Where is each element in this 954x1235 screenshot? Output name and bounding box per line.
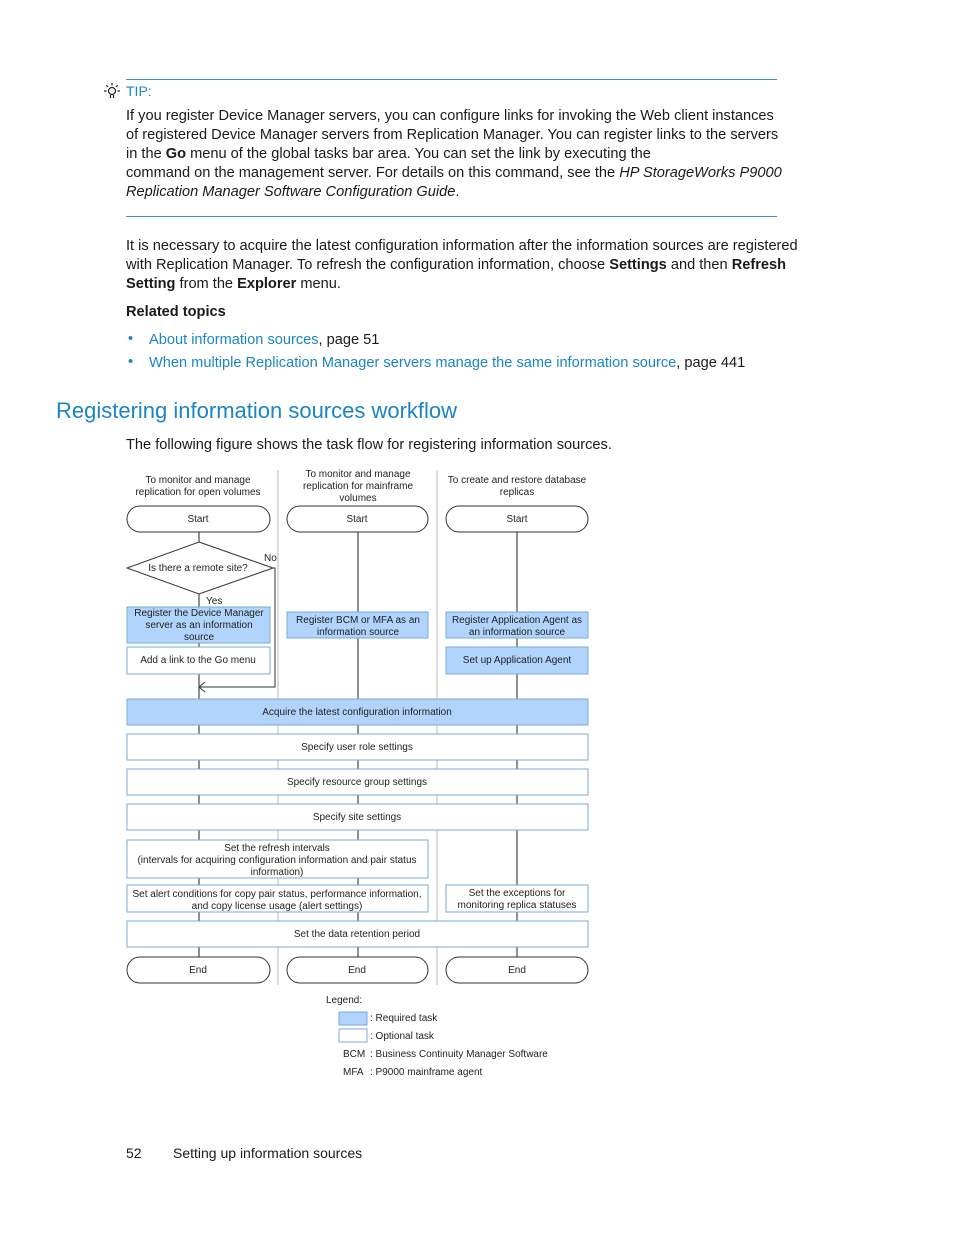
tip-label: TIP:: [126, 83, 152, 99]
user-role-settings: [127, 734, 588, 760]
end-terminal-1: [127, 957, 270, 983]
register-device-manager: [127, 607, 270, 643]
svg-text:and copy license usage (alert: and copy license usage (alert settings): [191, 901, 363, 912]
resource-group-settings: [127, 769, 588, 795]
figure-caption: The following figure shows the task flow for registering information sources.: [126, 437, 612, 453]
svg-text:: Required task: : Required task: [370, 1013, 438, 1024]
svg-text:Start: Start: [506, 514, 528, 525]
related-topics-heading: Related topics: [126, 304, 226, 320]
related-item-2: When multiple Replication Manager servers manage the same information source, page 441: [149, 355, 746, 371]
footer-title: Setting up information sources: [173, 1145, 363, 1161]
svg-text:information source: information source: [316, 627, 400, 638]
register-bcm-mfa: [287, 612, 428, 638]
refresh-intervals: [127, 840, 428, 878]
svg-text:Register the Device Manager: Register the Device Manager: [134, 608, 264, 619]
svg-text:Acquire the latest configurati: Acquire the latest configuration information: [262, 707, 452, 718]
alert-settings: [127, 885, 428, 912]
svg-text:information): information): [250, 867, 304, 878]
svg-text:Set alert conditions for copy: Set alert conditions for copy pair status, performance information,: [132, 889, 422, 900]
svg-text:End: End: [348, 965, 366, 976]
end-terminal-3: [446, 957, 588, 983]
svg-text:Set the exceptions for: Set the exceptions for: [468, 888, 566, 899]
svg-text:Start: Start: [187, 514, 209, 525]
related-item-1: About information sources, page 51: [149, 332, 380, 348]
setup-application-agent: [446, 647, 588, 674]
end-terminal-2: [287, 957, 428, 983]
svg-text:volumes: volumes: [339, 493, 377, 504]
svg-text:an information source: an information source: [468, 627, 566, 638]
svg-text:To create and restore database: To create and restore database: [447, 475, 587, 486]
start-terminal-1: [127, 506, 270, 532]
col1-header: To monitor and manage: [145, 475, 251, 486]
svg-text:End: End: [189, 965, 207, 976]
svg-text:: Business Continuity Manager: : Business Continuity Manager Software: [370, 1049, 548, 1060]
start-terminal-2: [287, 506, 428, 532]
link-multiple-servers[interactable]: When multiple Replication Manager servers manage the same information source: [149, 355, 677, 371]
start-terminal-3: [446, 506, 588, 532]
bullet-2: •: [128, 354, 134, 370]
tip-text: If you register Device Manager servers, you can configure links for invoking the Web client instances of registered Device Manager servers from Replication Manager. You can register links to the servers in the Go menu of the global tasks bar area. You can set the link by executing the command on the management server. For details on this command, see the HP StorageWorks P9000 Replication Manager Software Configuration Guide.: [126, 108, 782, 200]
section-title: Registering information sources workflow: [56, 398, 458, 423]
svg-text:Set the refresh intervals: Set the refresh intervals: [224, 843, 330, 854]
svg-text:source: source: [183, 632, 215, 643]
svg-text:Add a link to the Go menu: Add a link to the Go menu: [140, 655, 256, 666]
svg-text:monitoring replica statuses: monitoring replica statuses: [457, 900, 577, 911]
intro-paragraph: It is necessary to acquire the latest configuration information after the information sources are registered with Replication Manager. To refresh the configuration information, choose Settings and then Refresh Setting from the Explorer menu.: [126, 238, 798, 292]
svg-text:Register BCM or MFA as an: Register BCM or MFA as an: [296, 615, 420, 626]
data-retention: [127, 921, 588, 947]
replica-exceptions: [446, 885, 588, 912]
yes-label: Yes: [206, 596, 223, 607]
add-link-go-menu: [127, 647, 270, 674]
svg-text:Specify user role settings: Specify user role settings: [301, 742, 413, 753]
svg-text:: P9000 mainframe agent: : P9000 mainframe agent: [370, 1067, 483, 1078]
legend-optional-swatch: [339, 1029, 367, 1042]
svg-text:Specify resource group setting: Specify resource group settings: [286, 777, 428, 788]
svg-text:Set up Application Agent: Set up Application Agent: [462, 655, 572, 666]
svg-text:Specify site settings: Specify site settings: [312, 812, 402, 823]
legend-required-swatch: [339, 1012, 367, 1025]
svg-text:(intervals for acquiring confi: (intervals for acquiring configuration information and pair status: [137, 855, 417, 866]
svg-text:Is there a remote site?: Is there a remote site?: [148, 563, 248, 574]
svg-text:MFA: MFA: [343, 1067, 364, 1078]
svg-text:To monitor and manage: To monitor and manage: [305, 469, 411, 480]
svg-text:: Optional task: : Optional task: [370, 1031, 434, 1042]
bullet-1: •: [128, 331, 134, 347]
svg-text:Register Application Agent as: Register Application Agent as: [451, 615, 583, 626]
svg-text:Set the data retention period: Set the data retention period: [293, 929, 421, 940]
register-application-agent: [446, 612, 588, 638]
page-number: 52: [126, 1145, 142, 1161]
decision-remote-site: [127, 542, 273, 594]
site-settings: [127, 804, 588, 830]
svg-text:End: End: [508, 965, 526, 976]
svg-text:replication for open volumes: replication for open volumes: [135, 487, 261, 498]
acquire-config: [127, 699, 588, 725]
svg-text:replication for mainframe: replication for mainframe: [302, 481, 414, 492]
svg-text:BCM: BCM: [343, 1049, 366, 1060]
legend-title: Legend:: [326, 995, 363, 1006]
no-label: No: [264, 553, 277, 564]
svg-text:replicas: replicas: [499, 487, 535, 498]
svg-text:Start: Start: [346, 514, 368, 525]
svg-text:server as an information: server as an information: [145, 620, 253, 631]
link-about-information-sources[interactable]: About information sources: [149, 332, 319, 348]
